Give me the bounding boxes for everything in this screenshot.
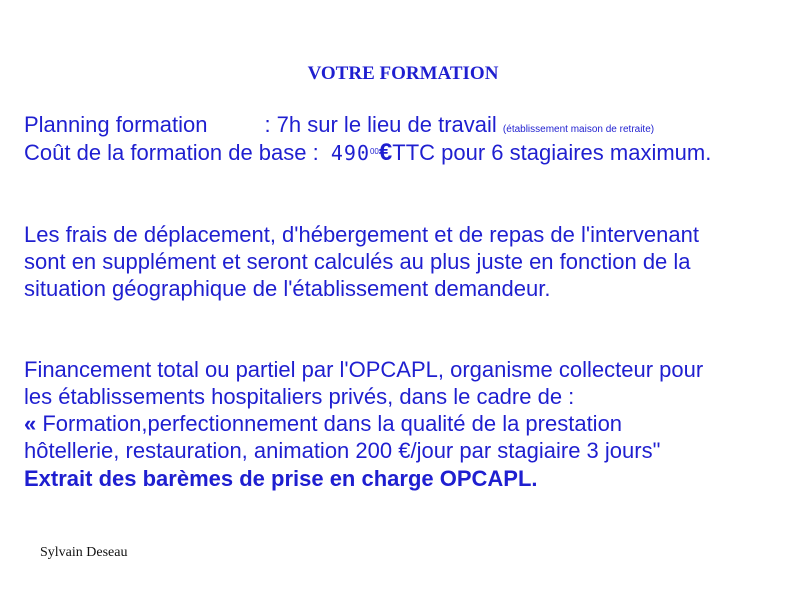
planning-label: Planning formation [24, 112, 208, 137]
frais-line-2: sont en supplément et seront calculés au plus juste en fonction de la [24, 249, 691, 274]
quote-line-1 [24, 411, 622, 437]
frais-line-3: situation géographique de l'établissement demandeur. [24, 276, 551, 301]
author-name: Sylvain Deseau [40, 545, 128, 560]
financement-line-2: les établissements hospitaliers privés, dans le cadre de : [24, 384, 575, 409]
frais-line-1: Les frais de déplacement, d'hébergement et de repas de l'intervenant [24, 222, 699, 247]
cost-mark: 00 [369, 147, 379, 156]
quote-open: « [24, 411, 37, 436]
cost-label: Coût de la formation de base : [24, 140, 319, 165]
financement-line-1: Financement total ou partiel par l'OPCAPL, organisme collecteur pour [24, 357, 704, 382]
cost-amount: 490 [330, 141, 370, 165]
extract-line: Extrait des barèmes de prise en charge OPCAPL. [24, 466, 538, 491]
cost-line [24, 139, 711, 166]
cost-suffix: TTC pour 6 stagiaires maximum. [392, 140, 712, 165]
quote-line-2: hôtellerie, restauration, animation 200 €/jour par stagiaire 3 jours" [24, 438, 661, 463]
planning-value: : 7h sur le lieu de travail [264, 112, 497, 137]
quote-text-1: Formation,perfectionnement dans la qualité de la prestation [36, 411, 623, 436]
planning-note: (établissement maison de retraite) [502, 124, 655, 135]
euro-symbol: € [378, 139, 393, 166]
page-title: VOTRE FORMATION [307, 63, 499, 84]
